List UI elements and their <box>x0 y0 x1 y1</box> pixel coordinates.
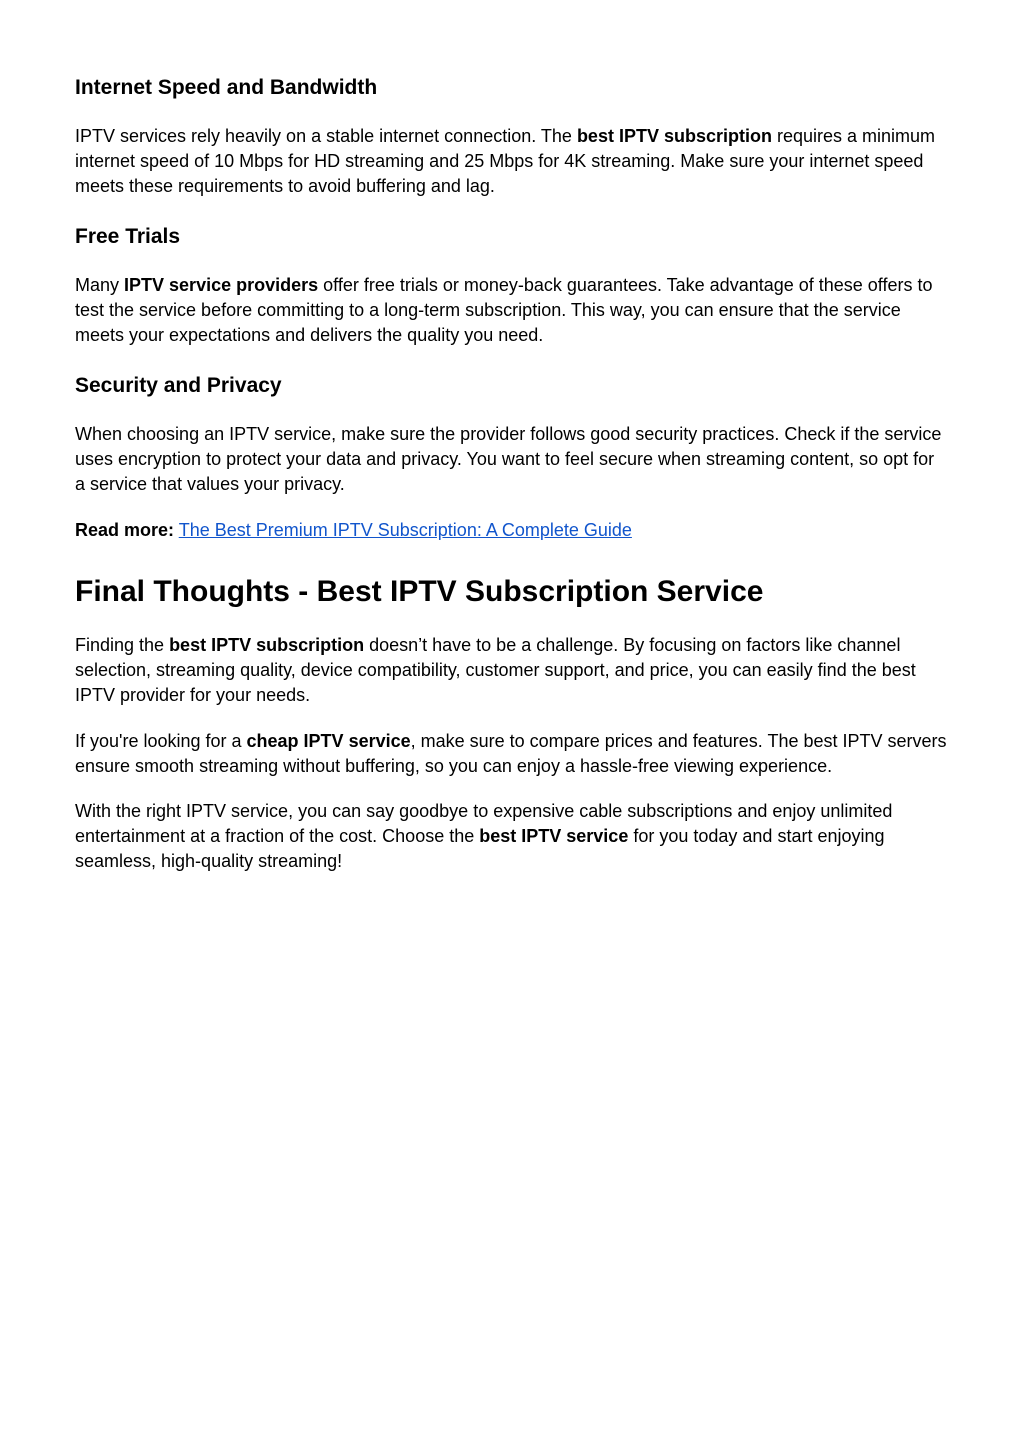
paragraph-text: IPTV services rely heavily on a stable internet connection. The <box>75 126 577 146</box>
paragraph-text: If you're looking for a <box>75 731 247 751</box>
read-more-link[interactable]: The Best Premium IPTV Subscription: A Complete Guide <box>178 520 632 540</box>
read-more-line <box>75 518 949 543</box>
paragraph-security-privacy: When choosing an IPTV service, make sure the provider follows good security practices. Check if the service uses encryption to protect your data and privacy. You want to feel secure when streaming content, so opt for a service that values your privacy. <box>75 424 942 494</box>
heading-security-privacy: Security and Privacy <box>75 374 282 397</box>
heading-final-thoughts: Final Thoughts - Best IPTV Subscription Service <box>75 575 764 608</box>
keyword-bold: best IPTV service <box>479 826 629 846</box>
paragraph-final-1 <box>75 633 949 708</box>
paragraph-text: Finding the <box>75 635 170 655</box>
paragraph-text: With the right IPTV service, you can say goodbye to expensive cable subscriptions and enjoy unlimited entertainment at a fraction of the cost. Choose the <box>75 801 893 846</box>
keyword-bold: IPTV service providers <box>124 275 319 295</box>
paragraph-text: doesn’t have to be a challenge. By focusing on factors like channel selection, streaming quality, device compatibility, customer support, and price, you can easily find the best IPTV provider for your needs. <box>75 635 916 705</box>
paragraph-text: , make sure to compare prices and features. The best IPTV servers ensure smooth streaming without buffering, so you can enjoy a hassle-free viewing experience. <box>75 731 947 776</box>
paragraph-text: for you today and start enjoying seamless, high-quality streaming! <box>75 826 885 871</box>
keyword-bold: best IPTV subscription <box>576 126 772 146</box>
heading-internet-speed: Internet Speed and Bandwidth <box>75 76 378 99</box>
paragraph-text: Many <box>75 275 125 295</box>
paragraph-final-3 <box>75 799 949 874</box>
paragraph-text: requires a minimum internet speed of 10 Mbps for HD streaming and 25 Mbps for 4K streaming. Make sure your internet speed meets these requirements to avoid buffering and lag. <box>75 126 936 196</box>
keyword-bold: best IPTV subscription <box>169 635 365 655</box>
heading-free-trials: Free Trials <box>75 225 181 248</box>
paragraph-internet-speed <box>75 124 949 199</box>
read-more-label: Read more: <box>75 520 175 540</box>
paragraph-text: offer free trials or money-back guarantees. Take advantage of these offers to test the service before committing to a long-term subscription. This way, you can ensure that the service meets your expectations and delivers the quality you need. <box>75 275 933 345</box>
paragraph-final-2 <box>75 729 949 779</box>
paragraph-free-trials <box>75 273 949 348</box>
keyword-bold: cheap IPTV service <box>246 731 411 751</box>
